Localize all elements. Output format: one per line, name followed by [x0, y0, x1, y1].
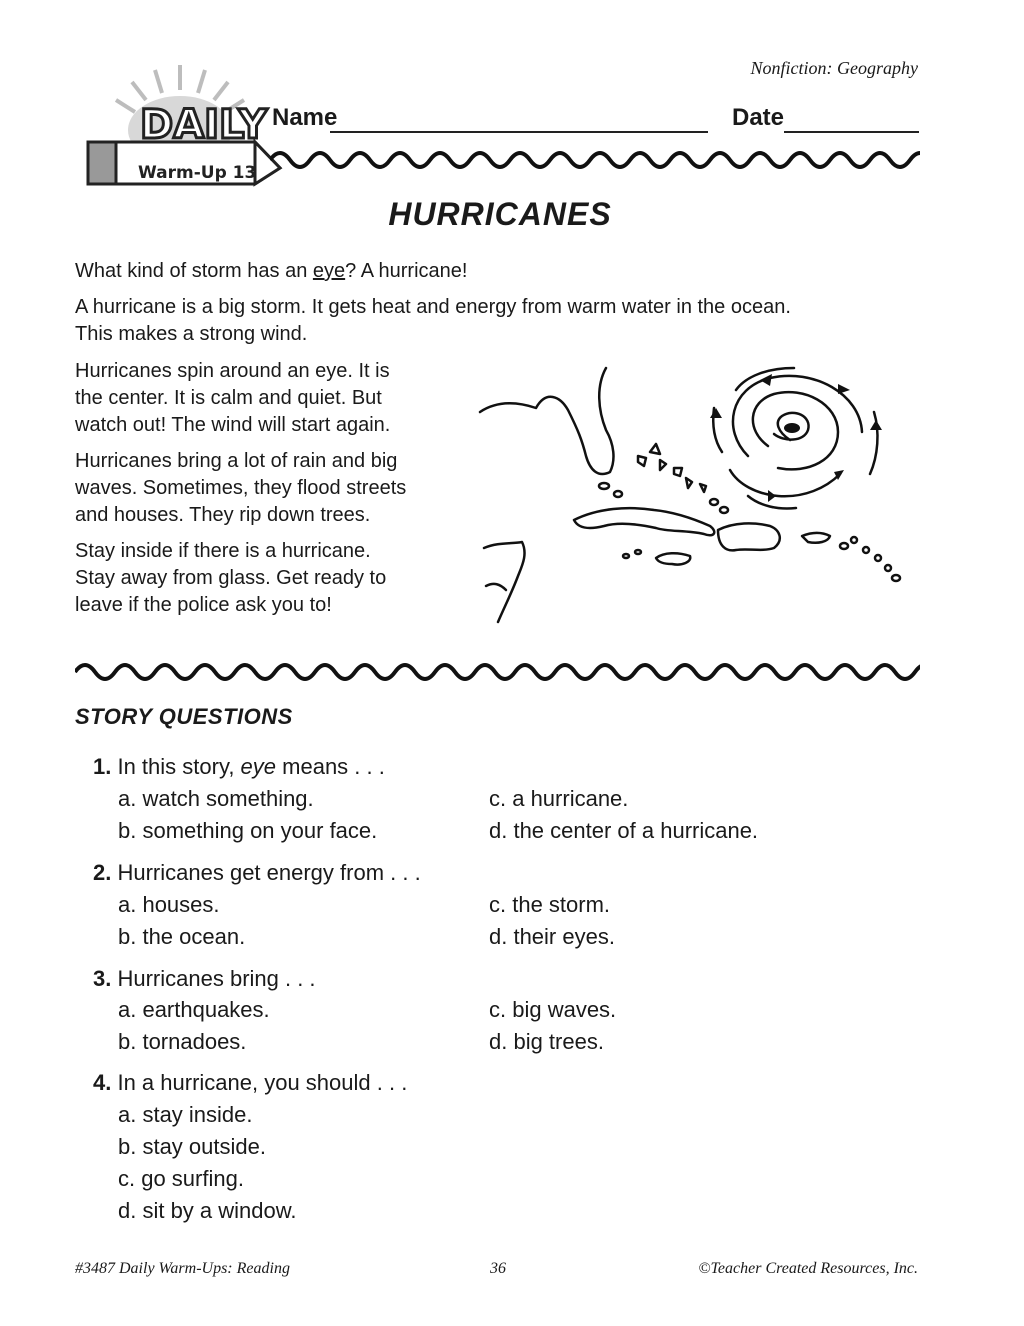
- answer-option[interactable]: b. stay outside.: [118, 1134, 266, 1159]
- logo-word: DAILY: [140, 102, 268, 148]
- answer-option[interactable]: c. a hurricane.: [489, 786, 629, 811]
- wave-line: [270, 153, 920, 167]
- question-1: 1. In this story, eye means . . .: [93, 754, 385, 779]
- paragraph-3: Hurricanes spin around an eye. It is the center. It is calm and quiet. But watch out! The wind will start again.: [75, 360, 391, 436]
- name-label: Name: [272, 104, 338, 131]
- daily-warmup-logo: [80, 60, 285, 190]
- story-questions-heading: STORY QUESTIONS: [75, 704, 293, 729]
- answer-option[interactable]: b. tornadoes.: [118, 1029, 247, 1054]
- question-3: 3. Hurricanes bring . . .: [93, 966, 316, 991]
- answer-option[interactable]: a. earthquakes.: [118, 997, 270, 1022]
- paragraph-4: Hurricanes bring a lot of rain and big waves. Sometimes, they flood streets and houses. They rip down trees.: [75, 450, 407, 526]
- question-4: 4. In a hurricane, you should . . .: [93, 1070, 408, 1095]
- page-number: 36: [490, 1260, 506, 1277]
- answer-option[interactable]: d. big trees.: [489, 1029, 604, 1054]
- answer-option[interactable]: d. the center of a hurricane.: [489, 818, 759, 843]
- category-label: Nonfiction: Geography: [750, 58, 918, 78]
- name-field[interactable]: [330, 131, 708, 133]
- logo-subtitle: Warm-Up 13: [138, 163, 257, 183]
- page-title: HURRICANES: [388, 196, 612, 232]
- answer-option[interactable]: a. watch something.: [118, 786, 314, 811]
- wave-line: [75, 665, 920, 679]
- footer-copyright: ©Teacher Created Resources, Inc.: [698, 1260, 918, 1277]
- footer-book-title: #3487 Daily Warm-Ups: Reading: [75, 1260, 290, 1277]
- answer-option[interactable]: b. the ocean.: [118, 924, 246, 949]
- paragraph-5: Stay inside if there is a hurricane. Stay away from glass. Get ready to leave if the police ask you to!: [75, 540, 387, 616]
- answer-option[interactable]: b. something on your face.: [118, 818, 378, 843]
- paragraph-2: A hurricane is a big storm. It gets heat and energy from warm water in the ocean. This makes a strong wind.: [75, 296, 791, 345]
- answer-option[interactable]: c. the storm.: [489, 892, 611, 917]
- underlined-word: eye: [312, 260, 346, 282]
- paragraph-1: What kind of storm has an eye? A hurricane!: [75, 260, 468, 282]
- answer-option[interactable]: a. houses.: [118, 892, 220, 917]
- answer-option[interactable]: d. their eyes.: [489, 924, 615, 949]
- hurricane-map-illustration: [478, 360, 918, 625]
- answer-option[interactable]: c. go surfing.: [118, 1166, 244, 1191]
- question-2: 2. Hurricanes get energy from . . .: [93, 860, 421, 885]
- answer-option[interactable]: d. sit by a window.: [118, 1198, 297, 1223]
- answer-option[interactable]: c. big waves.: [489, 997, 617, 1022]
- wavy-divider: [270, 140, 920, 180]
- answer-option[interactable]: a. stay inside.: [118, 1102, 253, 1127]
- wavy-divider: [75, 652, 920, 692]
- date-field[interactable]: [784, 131, 919, 133]
- date-label: Date: [732, 104, 785, 131]
